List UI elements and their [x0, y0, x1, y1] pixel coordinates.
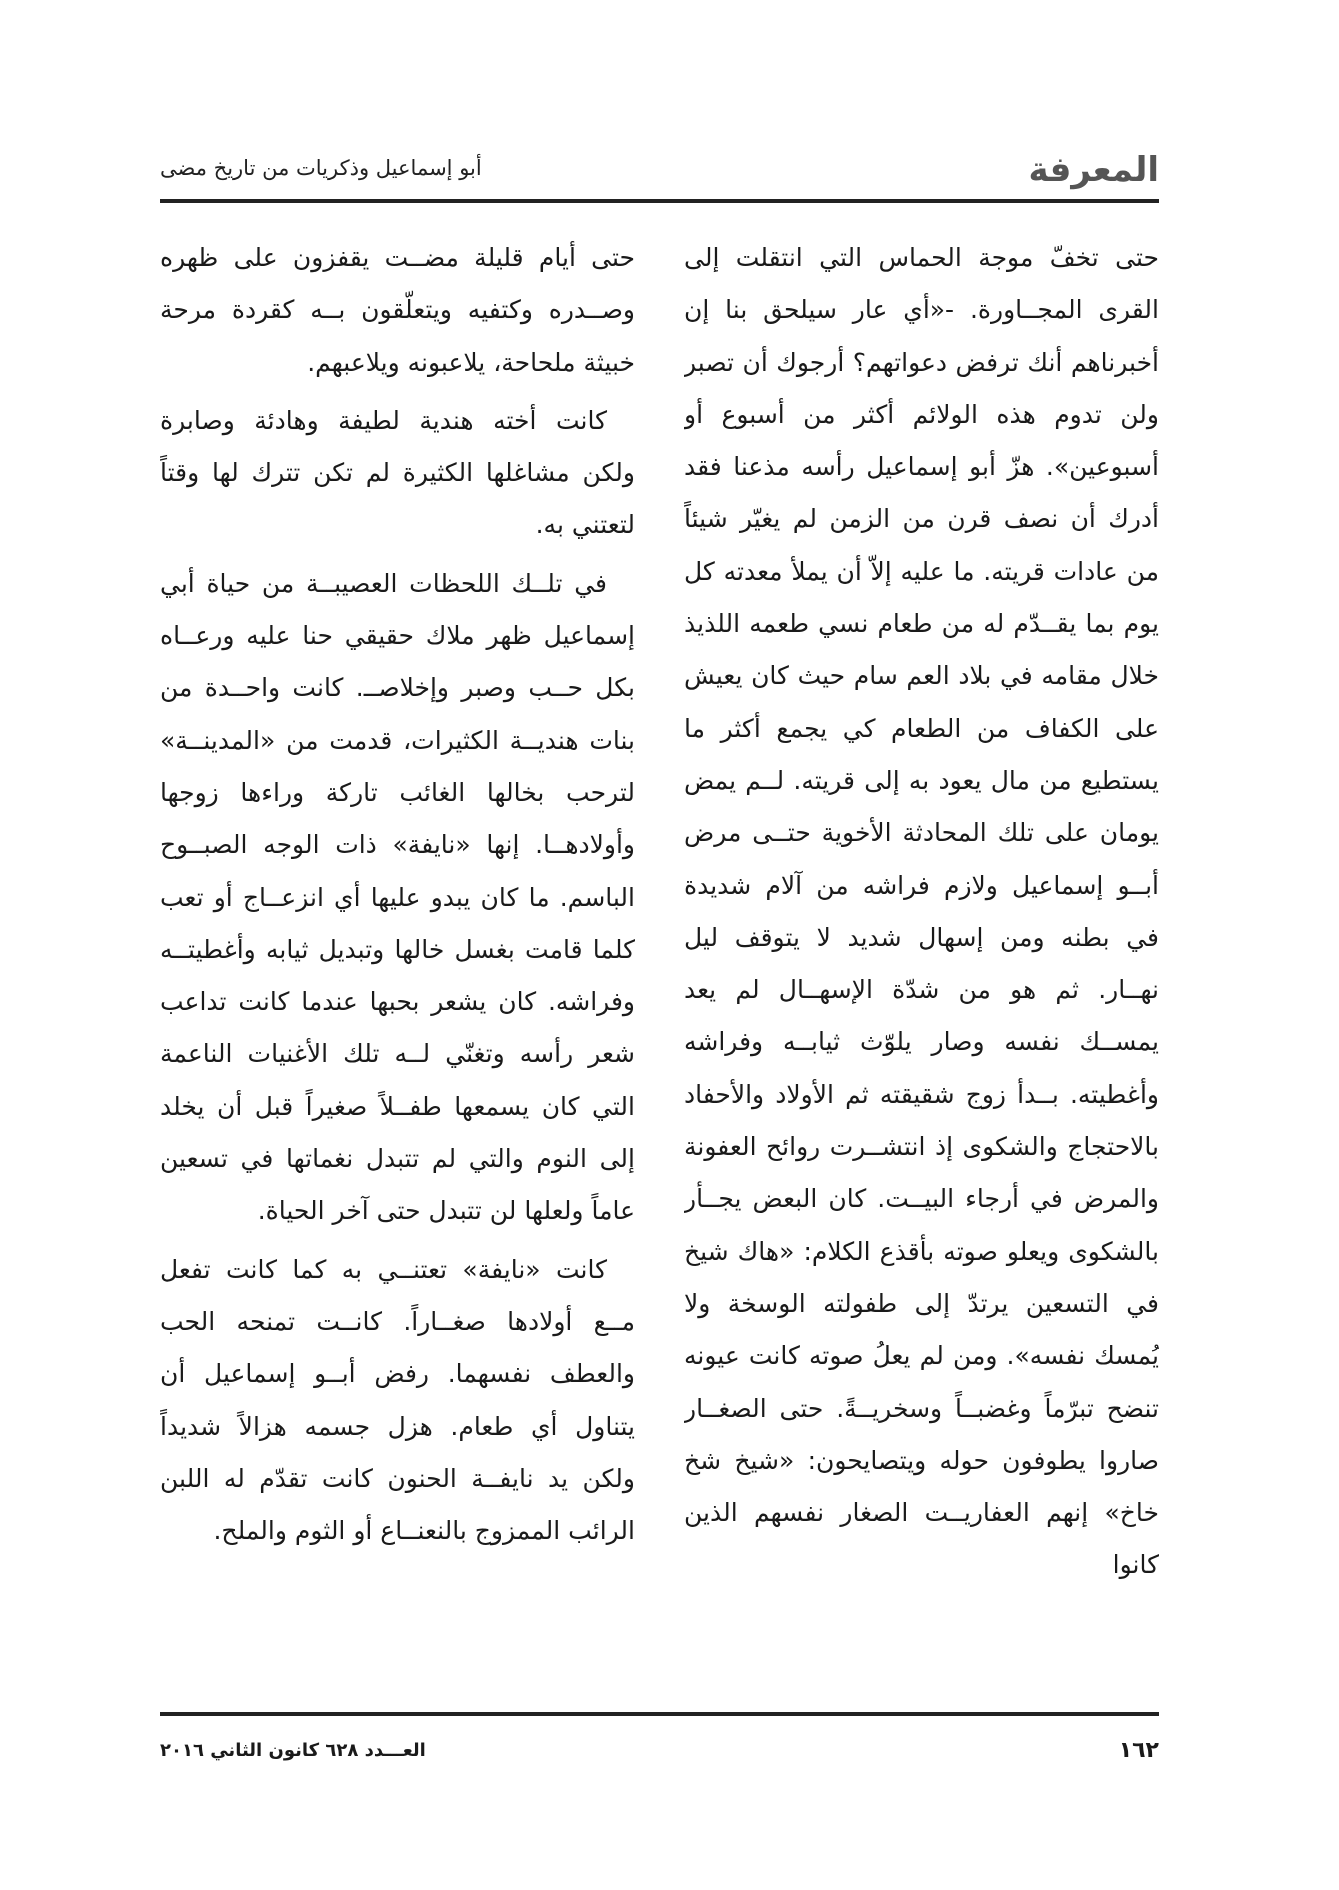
- page-header: [160, 148, 1159, 198]
- paragraph: حتى أيام قليلة مضــت يقفزون على ظهره وصــدره وكتفيه ويتعلّقون بــه كقردة مرحة خبيثة ملحاحة، يلاعبونه ويلاعبهم.: [160, 243, 635, 377]
- magazine-logo: المعرفة: [1028, 150, 1159, 190]
- issue-info: العـــدد ٦٢٨ كانون الثاني ٢٠١٦: [160, 1740, 426, 1761]
- paragraph: في تلــك اللحظات العصيبــة من حياة أبي إسماعيل ظهر ملاك حقيقي حنا عليه ورعــاه بكل حــب وصبر وإخلاصــ. كانت واحــدة من بنات هنديــة الكثيرات، قدمت من «المدينــة» لترحب بخالها الغائب تاركة وراءها زوجها وأولادهــا. إنها «نايفة» ذات الوجه الصبــوح الباسم. ما كان يبدو عليها أي انزعــاج أو تعب كلما قامت بغسل خالها وتبديل ثيابه وأغطيتــه وفراشه. كان يشعر بحبها عندما كانت تداعب شعر رأسه وتغنّي لــه تلك الأغنيات الناعمة التي كان يسمعها طفــلاً صغيراً قبل أن يخلد إلى النوم والتي لم تتبدل نغماتها في تسعين عاماً ولعلها لن تتبدل حتى آخر الحياة.: [160, 568, 635, 1226]
- running-article-title: أبو إسماعيل وذكريات من تاريخ مضى: [160, 156, 482, 180]
- paragraph: كانت «نايفة» تعتنــي به كما كانت تفعل مــع أولادها صغــاراً. كانــت تمنحه الحب والعطف نفسهما. رفض أبــو إسماعيل أن يتناول أي طعام. هزل جسمه هزالاً شديداً ولكن يد نايفــة الحنون كانت تقدّم له اللبن الرائب الممزوج بالنعنــاع أو الثوم والملح.: [160, 1254, 635, 1546]
- footer-divider: [160, 1712, 1159, 1716]
- page-number: ١٦٢: [1118, 1738, 1159, 1763]
- text-column-left: [160, 232, 635, 1702]
- header-divider: [160, 199, 1159, 203]
- paragraph: حتى تخفّ موجة الحماس التي انتقلت إلى القرى المجــاورة. -«أي عار سيلحق بنا إن أخبرناهم أنك ترفض دعواتهم؟ أرجوك أن تصبر ولن تدوم هذه الولائم أكثر من أسبوع أو أسبوعين». هزّ أبو إسماعيل رأسه مذعنا فقد أدرك أن نصف قرن من الزمن لم يغيّر شيئاً من عادات قريته. ما عليه إلاّ أن يملأ معدته كل يوم بما يقــدّم له من طعام نسي طعمه اللذيذ خلال مقامه في بلاد العم سام حيث كان يعيش على الكفاف من الطعام كي يجمع أكثر ما يستطيع من مال يعود به إلى قريته. لــم يمض يومان على تلك المحادثة الأخوية حتــى مرض أبــو إسماعيل ولازم فراشه من آلام شديدة في بطنه ومن إسهال شديد لا يتوقف ليل نهــار. ثم هو من شدّة الإسهــال لم يعد يمســك نفسه وصار يلوّث ثيابــه وفراشه وأغطيته. بــدأ زوج شقيقته ثم الأولاد والأحفاد بالاحتجاج والشكوى إذ انتشــرت روائح العفونة والمرض في أرجاء البيــت. كان البعض يجــأر بالشكوى ويعلو صوته بأقذع الكلام: «هاك شيخ في التسعين يرتدّ إلى طفولته الوسخة ولا يُمسك نفسه». ومن لم يعلُ صوته كانت عيونه تنضح تبرّماً وغضبــاً وسخريــةً. حتى الصغــار صاروا يطوفون حوله ويتصايحون: «شيخ شخ خاخ» إنهم العفاريــت الصغار نفسهم الذين كانوا: [684, 243, 1159, 1580]
- page-footer: [160, 1738, 1159, 1768]
- paragraph: كانت أخته هندية لطيفة وهادئة وصابرة ولكن مشاغلها الكثيرة لم تكن تترك لها وقتاً لتعتني به.: [160, 405, 635, 540]
- text-column-right: [684, 232, 1159, 1702]
